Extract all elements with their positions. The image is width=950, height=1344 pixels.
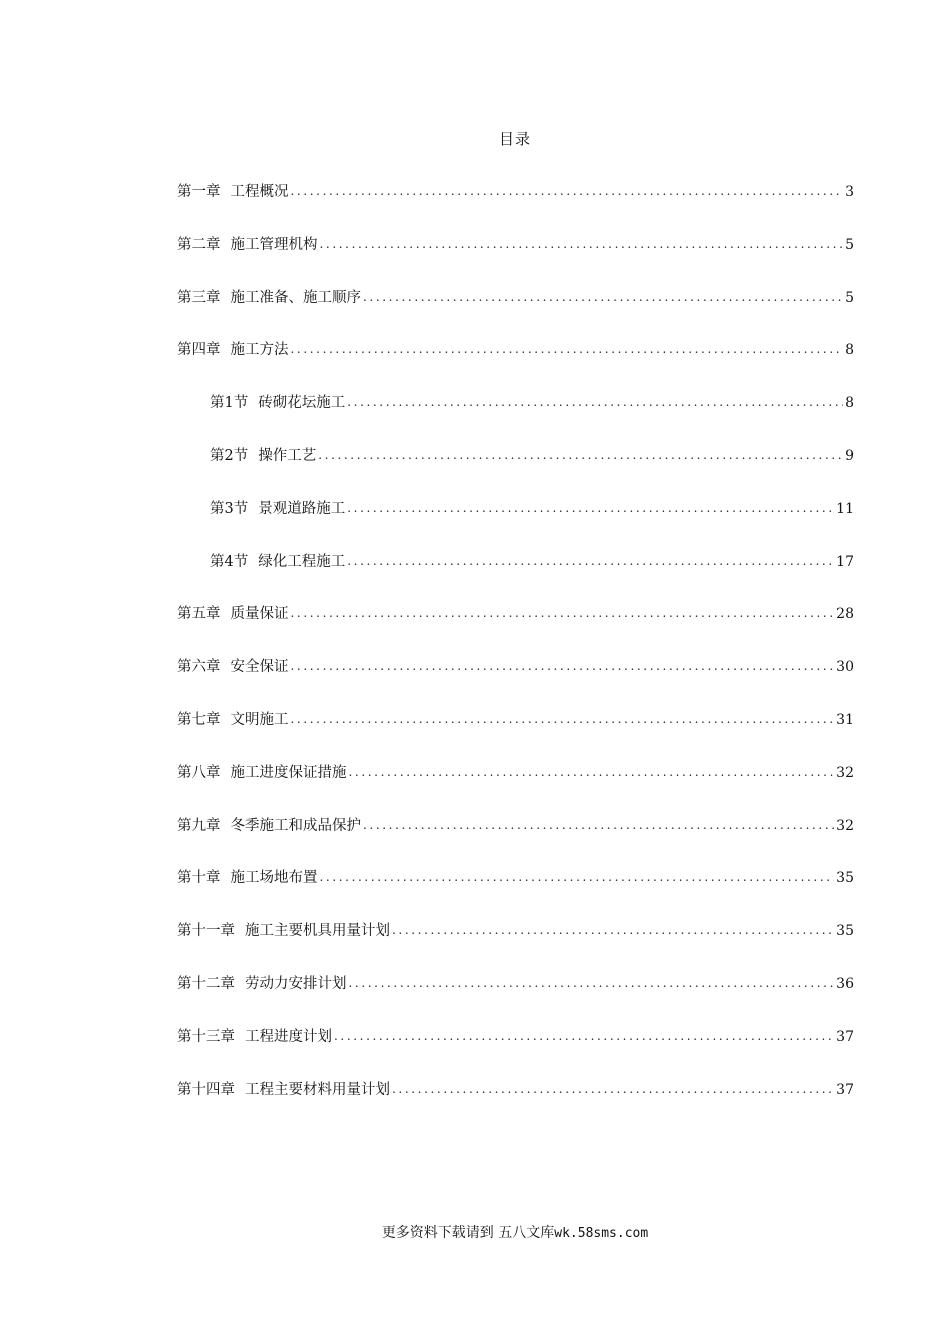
toc-leader-dots (392, 923, 834, 937)
toc-entry-text: 工程概况 (230, 184, 289, 200)
toc-entry-label (210, 550, 345, 571)
toc-entry-text: 劳动力安排计划 (245, 975, 347, 992)
toc-entry-label (177, 338, 289, 359)
toc-entry-page: 17 (836, 553, 854, 570)
toc-entry-page: 37 (836, 1028, 854, 1045)
toc-entry-text: 景观道路施工 (258, 500, 346, 517)
table-of-contents (177, 180, 854, 1130)
toc-leader-dots (363, 818, 834, 832)
toc-leader-dots (334, 1029, 834, 1043)
toc-entry-text: 安全保证 (230, 659, 289, 676)
toc-leader-dots (349, 765, 835, 779)
toc-entry-text: 施工主要机具用量计划 (245, 923, 390, 940)
toc-entry-page: 5 (845, 289, 854, 306)
toc-entry-label (177, 814, 361, 835)
toc-entry-label (177, 286, 361, 307)
toc-entry-label (177, 919, 390, 940)
toc-entry-label (210, 497, 345, 518)
toc-entry[interactable] (177, 286, 854, 339)
toc-leader-dots (320, 237, 844, 251)
toc-entry-text: 绿化工程施工 (258, 553, 346, 570)
toc-entry-label (177, 708, 289, 729)
toc-entry-page: 36 (836, 975, 854, 992)
toc-entry-text: 工程主要材料用量计划 (245, 1081, 390, 1098)
toc-leader-dots (291, 606, 835, 620)
toc-entry-number: 第五章 (177, 606, 221, 623)
toc-entry-page: 31 (836, 711, 854, 728)
toc-entry[interactable] (177, 919, 854, 972)
toc-entry-label (210, 391, 345, 412)
footer-site-link[interactable]: wk.58sms.com (554, 1226, 649, 1241)
toc-entry-number: 第七章 (177, 711, 221, 728)
toc-entry-text: 冬季施工和成品保护 (230, 817, 361, 834)
toc-subentry[interactable] (177, 550, 854, 603)
toc-entry-page: 8 (845, 342, 854, 359)
toc-leader-dots (392, 1082, 834, 1096)
toc-entry[interactable] (177, 338, 854, 391)
toc-entry-page: 30 (836, 659, 854, 676)
toc-subentry[interactable] (177, 444, 854, 497)
toc-entry-page: 37 (836, 1081, 854, 1098)
toc-entry[interactable] (177, 1078, 854, 1131)
toc-entry-page: 9 (845, 447, 854, 464)
toc-entry-page: 28 (836, 606, 854, 623)
toc-title: 目录 (498, 130, 531, 148)
toc-entry[interactable] (177, 655, 854, 708)
toc-entry-number: 第十二章 (177, 975, 235, 992)
toc-leader-dots (318, 448, 843, 462)
toc-entry-text: 工程进度计划 (245, 1028, 332, 1045)
toc-leader-dots (291, 184, 844, 198)
toc-entry[interactable] (177, 180, 854, 233)
toc-entry-page: 32 (836, 817, 854, 834)
toc-leader-dots (347, 501, 834, 515)
toc-entry-label (177, 602, 289, 623)
footer-text: 更多资料下载请到 五八文库 (381, 1225, 555, 1241)
toc-entry-text: 施工场地布置 (230, 870, 318, 887)
toc-entry-text: 质量保证 (230, 606, 289, 623)
toc-entry-label (210, 444, 316, 465)
toc-entry-label (177, 866, 318, 887)
toc-entry-number: 第八章 (177, 764, 221, 781)
toc-subentry[interactable] (177, 497, 854, 550)
toc-entry-text: 施工管理机构 (230, 236, 318, 253)
toc-entry-text: 操作工艺 (258, 447, 317, 464)
toc-leader-dots (349, 976, 835, 990)
toc-entry-page: 3 (845, 184, 854, 200)
toc-entry-page: 5 (845, 236, 854, 253)
toc-entry-number: 第二章 (177, 236, 221, 253)
toc-entry-number: 第1节 (210, 395, 249, 412)
toc-entry-number: 第十一章 (177, 923, 235, 940)
toc-entry-label (177, 655, 289, 676)
toc-leader-dots (320, 870, 835, 884)
toc-entry-label (177, 1078, 390, 1099)
toc-entry[interactable] (177, 972, 854, 1025)
toc-entry-page: 8 (845, 395, 854, 412)
toc-entry-number: 第四章 (177, 342, 221, 359)
toc-entry-page: 35 (836, 923, 854, 940)
toc-entry[interactable] (177, 814, 854, 867)
toc-entry-number: 第十三章 (177, 1028, 235, 1045)
toc-entry-number: 第十四章 (177, 1081, 235, 1098)
toc-entry-page: 32 (836, 764, 854, 781)
toc-entry-text: 施工方法 (230, 342, 289, 359)
toc-entry-number: 第4节 (210, 553, 249, 570)
toc-entry[interactable] (177, 602, 854, 655)
toc-entry-page: 35 (836, 870, 854, 887)
toc-entry-label (177, 180, 289, 201)
toc-entry-number: 第一章 (177, 184, 221, 200)
toc-leader-dots (347, 554, 834, 568)
toc-leader-dots (347, 395, 843, 409)
toc-leader-dots (291, 342, 844, 356)
toc-entry-number: 第三章 (177, 289, 221, 306)
toc-leader-dots (291, 712, 835, 726)
toc-subentry[interactable] (177, 391, 854, 444)
toc-entry-number: 第2节 (210, 447, 249, 464)
toc-entry-page: 11 (836, 500, 854, 517)
toc-entry-text: 砖砌花坛施工 (258, 395, 346, 412)
toc-entry-text: 文明施工 (230, 711, 289, 728)
toc-entry-label (177, 233, 318, 254)
toc-leader-dots (291, 659, 835, 673)
toc-entry-label (177, 1025, 332, 1046)
toc-entry[interactable] (177, 233, 854, 286)
toc-entry[interactable] (177, 761, 854, 814)
toc-entry-text: 施工准备、施工顺序 (230, 289, 361, 306)
toc-entry[interactable] (177, 708, 854, 761)
toc-leader-dots (363, 290, 843, 304)
toc-entry-number: 第3节 (210, 500, 249, 517)
toc-entry-label (177, 972, 347, 993)
toc-entry-label (177, 761, 347, 782)
toc-entry-number: 第六章 (177, 659, 221, 676)
toc-entry-number: 第九章 (177, 817, 221, 834)
toc-entry[interactable] (177, 1025, 854, 1078)
toc-entry-number: 第十章 (177, 870, 221, 887)
toc-entry[interactable] (177, 866, 854, 919)
footer-note (0, 1222, 950, 1242)
toc-entry-text: 施工进度保证措施 (230, 764, 347, 781)
